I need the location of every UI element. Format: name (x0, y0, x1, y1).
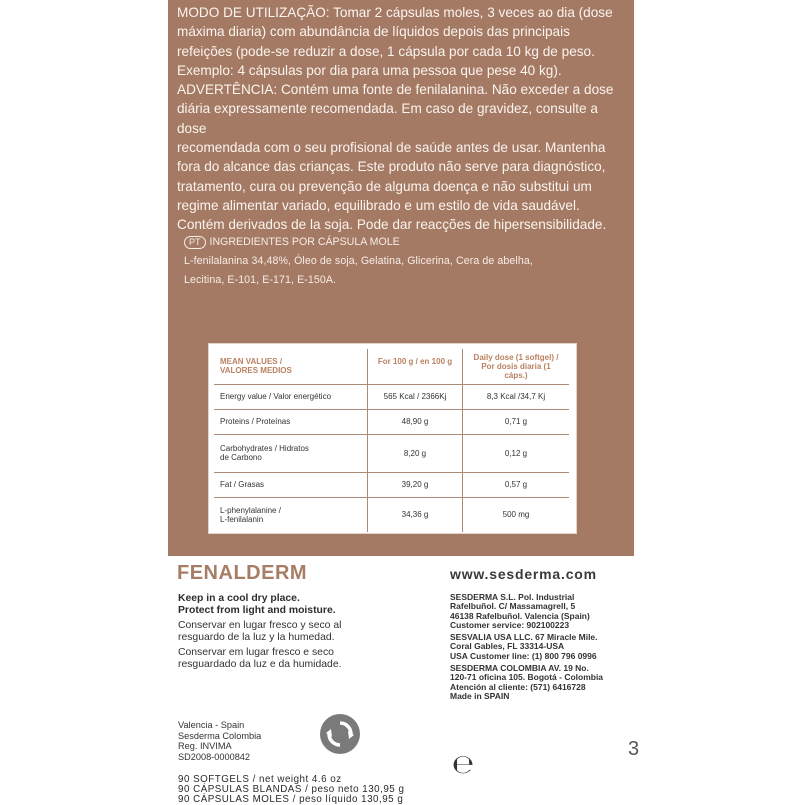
usage-line: máxima diaria) com abundância de líquidos depois das principais (177, 24, 570, 40)
table-row (214, 472, 569, 497)
header-line: For 100 g / en 100 g (377, 357, 453, 367)
table-row (214, 497, 569, 532)
estimated-sign-icon: ℮ (452, 750, 475, 780)
row-label (214, 384, 368, 409)
net-weight (178, 775, 478, 805)
ingredients-heading: INGREDIENTES POR CÁPSULA MOLE (209, 236, 400, 248)
company-line: Customer service: 902100223 (450, 619, 570, 630)
table-row (214, 409, 569, 434)
storage-instructions (178, 593, 428, 675)
left-margin (0, 0, 168, 800)
table-row (214, 384, 569, 409)
row-label (214, 472, 368, 497)
company-colombia (450, 664, 636, 701)
language-badge: PT (184, 236, 206, 249)
row-label-line: Energy value / Valor energético (220, 392, 332, 401)
edge-mark: 3 (628, 738, 640, 760)
warning-line: fora do alcance das crianças. Este produto não serve para diagnóstico, (177, 159, 606, 175)
row-label-line: Proteins / Proteínas (220, 417, 291, 426)
row-per100: 48,90 g (368, 409, 463, 434)
company-usa (450, 633, 636, 661)
recycle-icon (320, 714, 360, 754)
table-row (214, 434, 569, 472)
row-label-line: Carbohydrates / Hidratos (220, 444, 309, 453)
row-per100: 565 Kcal / 2366Kj (368, 384, 463, 409)
header-line: MEAN VALUES / (220, 357, 283, 367)
row-label-line: L-phenylalanine / (220, 505, 281, 515)
row-per100: 34,36 g (368, 497, 463, 532)
storage-line: resguardado da luz e da humidade. (178, 658, 342, 670)
storage-pt (178, 647, 428, 670)
header-per-100g (368, 349, 463, 384)
header-line: VALORES MEDIOS (220, 366, 292, 376)
ingredients-list: L-fenilalanina 34,48%, Óleo de soja, Gelatina, Glicerina, Cera de abelha, (184, 255, 533, 267)
warning-line: regime alimentar variado, equilibrado e um estilo de vida saudável. (177, 197, 580, 213)
storage-es (178, 620, 428, 643)
brand-name: FENALDERM (177, 562, 308, 584)
warning-line: diária expressamente recomendada. Em caso de gravidez, consulte a dose (177, 101, 598, 136)
row-daily: 500 mg (463, 497, 570, 532)
usage-line: refeições (pode-se reduzir a dose, 1 cápsula por cada 10 kg de peso. (177, 43, 595, 59)
origin-line: Valencia - Spain (178, 720, 245, 730)
weight-line: 90 SOFTGELS / net weight 4.6 oz (178, 774, 342, 785)
row-per100: 39,20 g (368, 472, 463, 497)
row-label (214, 434, 368, 472)
row-daily: 0,57 g (463, 472, 570, 497)
company-line: 46138 Rafelbuñol. Valencia (Spain) (450, 610, 590, 621)
row-label-line: de Carbono (220, 453, 262, 462)
company-info (450, 593, 636, 704)
origin-line: Sesderma Colombia (178, 730, 262, 741)
right-margin (634, 0, 800, 800)
header-daily-dose (463, 349, 570, 384)
storage-line: resguardo de la luz y la humedad. (178, 631, 335, 643)
origin-registration (178, 720, 308, 762)
company-line: Made in SPAIN (450, 690, 510, 701)
header-line: Daily dose (1 softgel) / (473, 352, 559, 362)
row-label-line: Fat / Grasas (220, 480, 265, 489)
warning-line: Contém derivados de la soja. Pode dar reacções de hipersensibilidade. (177, 217, 607, 233)
storage-line: Protect from light and moisture. (178, 604, 336, 616)
company-spain (450, 593, 636, 630)
origin-line: SD2008-0000842 (178, 751, 251, 762)
storage-line: Conservar en lugar fresco y seco al (178, 620, 342, 632)
storage-line: Conservar em lugar fresco e seco (178, 647, 334, 659)
company-line: Coral Gables, FL 33314-USA (450, 641, 565, 652)
row-daily: 8,3 Kcal /34,7 Kj (463, 384, 570, 409)
row-label-line: L-fenilalanin (220, 514, 264, 524)
storage-en (178, 593, 428, 616)
nutrition-header-row (214, 349, 569, 384)
warning-line: tratamento, cura ou prevenção de alguma doença e não substitui um (177, 178, 592, 194)
ingredients-header (184, 233, 624, 252)
weight-line: 90 CÁPSULAS MOLES / peso líquido 130,95 g (178, 794, 404, 805)
row-per100: 8,20 g (368, 434, 463, 472)
company-line: SESDERMA S.L. Pol. Industrial (450, 592, 575, 602)
usage-instructions (177, 3, 622, 235)
warning-line: recomendada com o seu profisional de saúde antes de usar. Mantenha (177, 140, 606, 156)
ingredients-list: Lecitina, E-101, E-171, E-150A. (184, 274, 337, 286)
weight-line: 90 CÁPSULAS BLANDAS / peso neto 130,95 g (178, 784, 405, 795)
row-daily: 0,71 g (463, 409, 570, 434)
usage-line: MODO DE UTILIZAÇÃO: Tomar 2 cápsulas moles, 3 veces ao dia (dose (177, 5, 613, 20)
storage-line: Keep in a cool dry place. (178, 593, 300, 604)
warning-line: ADVERTÊNCIA: Contém uma fonte de fenilalanina. Não exceder a dose (177, 82, 614, 98)
origin-line: Reg. INVIMA (178, 741, 232, 752)
row-daily: 0,12 g (463, 434, 570, 472)
ingredients-section (184, 233, 624, 290)
company-line: 120-71 oficina 105. Bogotá - Colombia (450, 672, 604, 683)
company-line: Atención al cliente: (571) 6416728 (450, 681, 586, 692)
nutrition-table (214, 349, 569, 532)
company-line: SESDERMA COLOMBIA AV. 19 No. (450, 663, 589, 674)
company-line: SESVALIA USA LLC. 67 Miracle Mile. (450, 632, 598, 643)
header-line: Por dosis diaria (1 cáps.) (481, 361, 551, 380)
company-line: USA Customer line: (1) 800 796 0996 (450, 650, 597, 661)
usage-line: Exemplo: 4 cápsulas por dia para uma pessoa que pese 40 kg). (177, 62, 562, 78)
row-label (214, 409, 368, 434)
header-mean-values (214, 349, 368, 384)
website-link[interactable]: www.sesderma.com (450, 566, 597, 582)
nutrition-card (208, 343, 577, 534)
company-line: Rafelbuñol. C/ Massamagrell, 5 (450, 601, 576, 612)
row-label (214, 497, 368, 532)
